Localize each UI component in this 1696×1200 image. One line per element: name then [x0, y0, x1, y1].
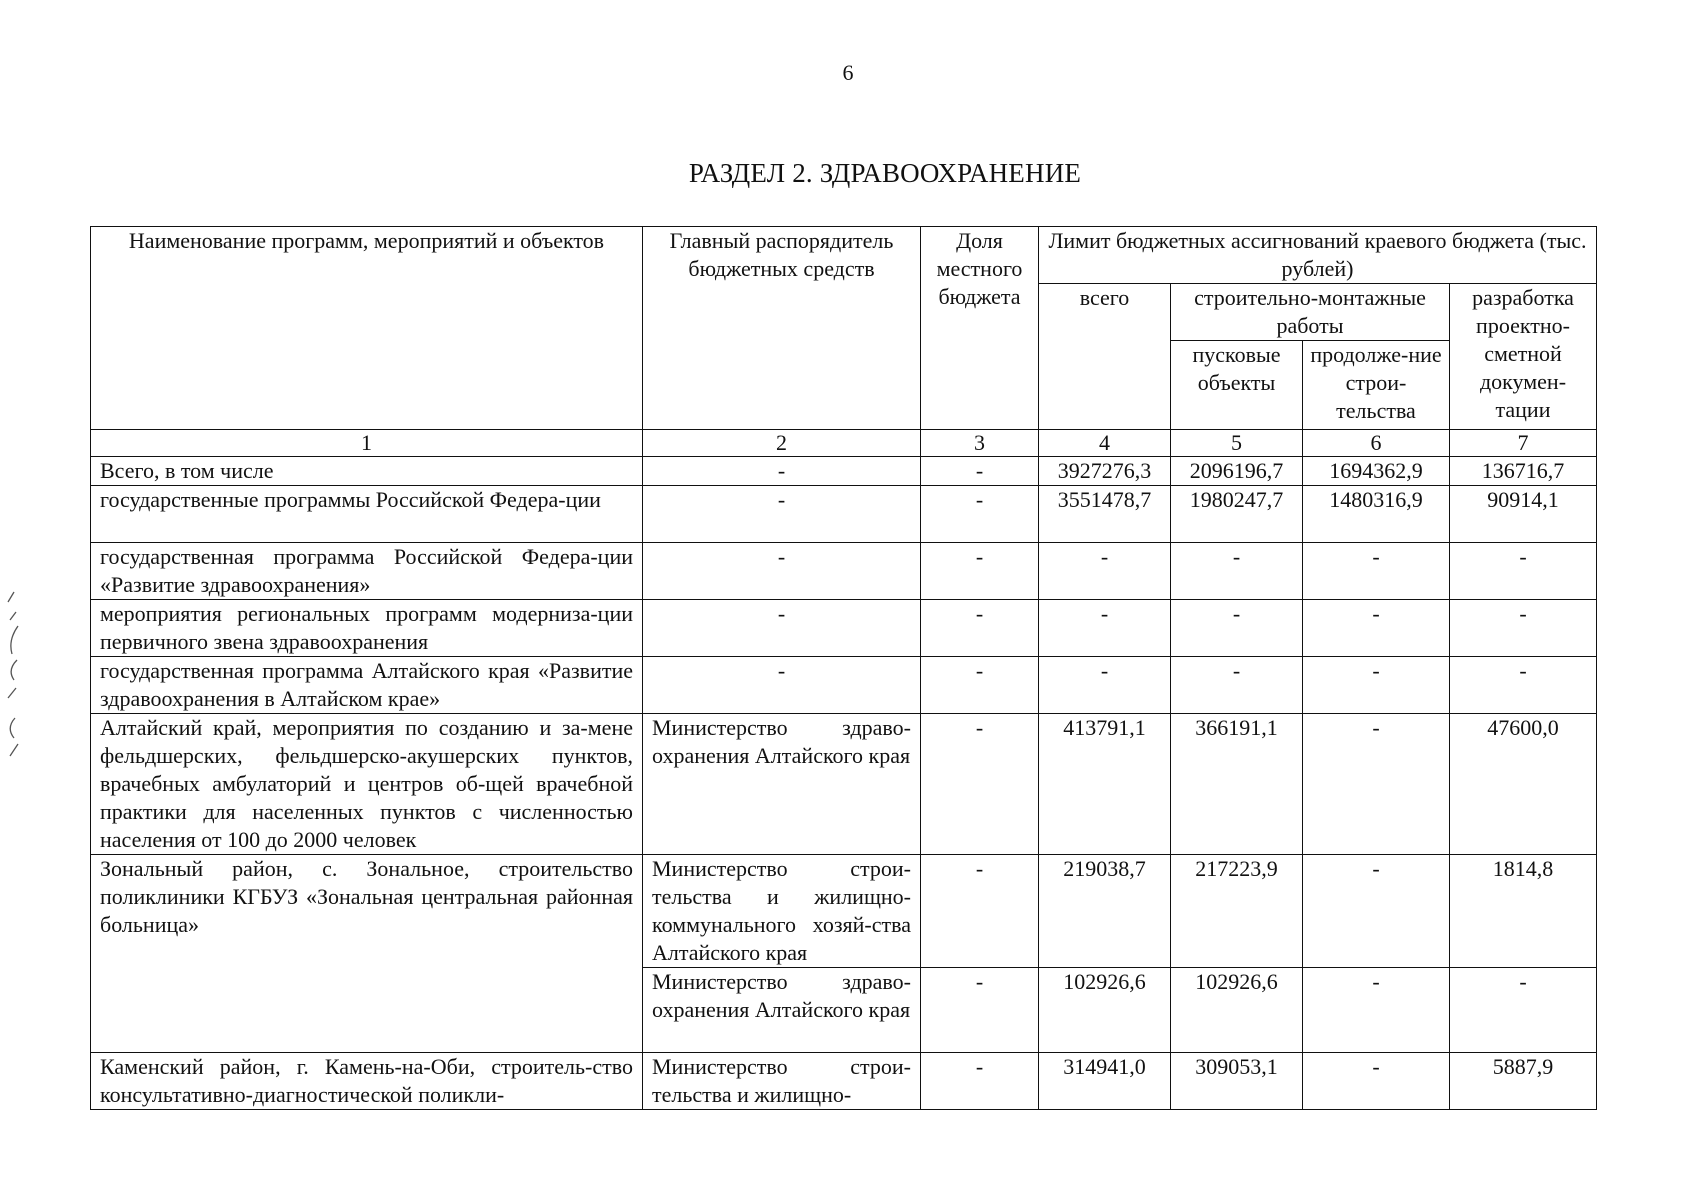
row-design: 5887,9	[1450, 1053, 1597, 1110]
header-distributor: Главный распорядитель бюджетных средств	[643, 227, 921, 430]
row-name: Зональный район, с. Зональное, строительство поликлиники КГБУЗ «Зональная центральная районная больница»	[91, 855, 643, 1053]
table-row	[91, 600, 1597, 657]
row-total: 102926,6	[1039, 968, 1171, 1053]
row-design: -	[1450, 657, 1597, 714]
row-design: -	[1450, 968, 1597, 1053]
header-design: разработка проектно-сметной докумен-тации	[1450, 284, 1597, 430]
table-row	[91, 714, 1597, 855]
column-number: 7	[1450, 430, 1597, 457]
column-number: 6	[1303, 430, 1450, 457]
row-distributor: Министерство строи-тельства и жилищно-коммунального хозяй-ства Алтайского края	[643, 855, 921, 968]
row-name: государственная программа Алтайского края «Развитие здравоохранения в Алтайском крае»	[91, 657, 643, 714]
row-design: 90914,1	[1450, 486, 1597, 543]
row-design: 47600,0	[1450, 714, 1597, 855]
row-continuing: -	[1303, 855, 1450, 968]
row-distributor: -	[643, 543, 921, 600]
row-launch: 2096196,7	[1171, 457, 1303, 486]
row-continuing: -	[1303, 543, 1450, 600]
row-local-share: -	[921, 968, 1039, 1053]
row-launch: 1980247,7	[1171, 486, 1303, 543]
row-local-share: -	[921, 1053, 1039, 1110]
table-row	[91, 657, 1597, 714]
row-launch: 217223,9	[1171, 855, 1303, 968]
column-number: 5	[1171, 430, 1303, 457]
header-limit: Лимит бюджетных ассигнований краевого бюджета (тыс. рублей)	[1039, 227, 1597, 284]
row-design: 136716,7	[1450, 457, 1597, 486]
row-total: 314941,0	[1039, 1053, 1171, 1110]
row-name: Всего, в том числе	[91, 457, 643, 486]
row-launch: 366191,1	[1171, 714, 1303, 855]
row-continuing: -	[1303, 714, 1450, 855]
row-distributor: -	[643, 657, 921, 714]
row-distributor: Министерство здраво-охранения Алтайского края	[643, 714, 921, 855]
row-design: 1814,8	[1450, 855, 1597, 968]
column-number: 1	[91, 430, 643, 457]
row-distributor: Министерство здраво-охранения Алтайского края	[643, 968, 921, 1053]
header-name: Наименование программ, мероприятий и объектов	[91, 227, 643, 430]
row-design: -	[1450, 543, 1597, 600]
row-continuing: -	[1303, 600, 1450, 657]
row-local-share: -	[921, 714, 1039, 855]
header-total: всего	[1039, 284, 1171, 430]
row-continuing: -	[1303, 968, 1450, 1053]
column-number: 2	[643, 430, 921, 457]
row-continuing: 1480316,9	[1303, 486, 1450, 543]
row-continuing: 1694362,9	[1303, 457, 1450, 486]
header-local-share: Доля местного бюджета	[921, 227, 1039, 430]
row-name: мероприятия региональных программ модерниза-ции первичного звена здравоохранения	[91, 600, 643, 657]
row-launch: -	[1171, 657, 1303, 714]
row-distributor: -	[643, 486, 921, 543]
row-continuing: -	[1303, 1053, 1450, 1110]
column-number: 3	[921, 430, 1039, 457]
budget-table	[90, 226, 1597, 1110]
row-total: -	[1039, 600, 1171, 657]
table-row	[91, 486, 1597, 543]
row-local-share: -	[921, 457, 1039, 486]
row-local-share: -	[921, 657, 1039, 714]
row-distributor: -	[643, 457, 921, 486]
row-name: государственная программа Российской Федера-ции «Развитие здравоохранения»	[91, 543, 643, 600]
table-row	[91, 855, 1597, 968]
row-continuing: -	[1303, 657, 1450, 714]
row-local-share: -	[921, 855, 1039, 968]
row-total: -	[1039, 657, 1171, 714]
row-local-share: -	[921, 486, 1039, 543]
row-total: 3927276,3	[1039, 457, 1171, 486]
column-number: 4	[1039, 430, 1171, 457]
row-name: государственные программы Российской Федера-ции	[91, 486, 643, 543]
row-total: 219038,7	[1039, 855, 1171, 968]
row-local-share: -	[921, 543, 1039, 600]
row-launch: 309053,1	[1171, 1053, 1303, 1110]
row-name: Каменский район, г. Камень-на-Оби, строитель-ство консультативно-диагностической поликли-	[91, 1053, 643, 1110]
header-row	[91, 227, 1597, 284]
row-name: Алтайский край, мероприятия по созданию и за-мене фельдшерских, фельдшерско-акушерских пунктов, врачебных амбулаторий и центров об-щей врачебной практики для населенных пунктов с численностью населения от 100 до 2000 человек	[91, 714, 643, 855]
column-number-row	[91, 430, 1597, 457]
row-total: -	[1039, 543, 1171, 600]
row-distributor: -	[643, 600, 921, 657]
table-row	[91, 543, 1597, 600]
page-number: 6	[842, 60, 854, 85]
header-continuing: продолже-ние строи-тельства	[1303, 341, 1450, 430]
row-total: 413791,1	[1039, 714, 1171, 855]
row-local-share: -	[921, 600, 1039, 657]
row-launch: -	[1171, 543, 1303, 600]
header-launch: пусковые объекты	[1171, 341, 1303, 430]
header-construction: строительно-монтажные работы	[1171, 284, 1450, 341]
row-launch: -	[1171, 600, 1303, 657]
section-title: РАЗДЕЛ 2. ЗДРАВООХРАНЕНИЕ	[688, 158, 1082, 188]
row-design: -	[1450, 600, 1597, 657]
row-distributor: Министерство строи-тельства и жилищно-	[643, 1053, 921, 1110]
table-row	[91, 457, 1597, 486]
row-total: 3551478,7	[1039, 486, 1171, 543]
margin-scribble-marks	[2, 588, 24, 788]
row-launch: 102926,6	[1171, 968, 1303, 1053]
table-row	[91, 1053, 1597, 1110]
